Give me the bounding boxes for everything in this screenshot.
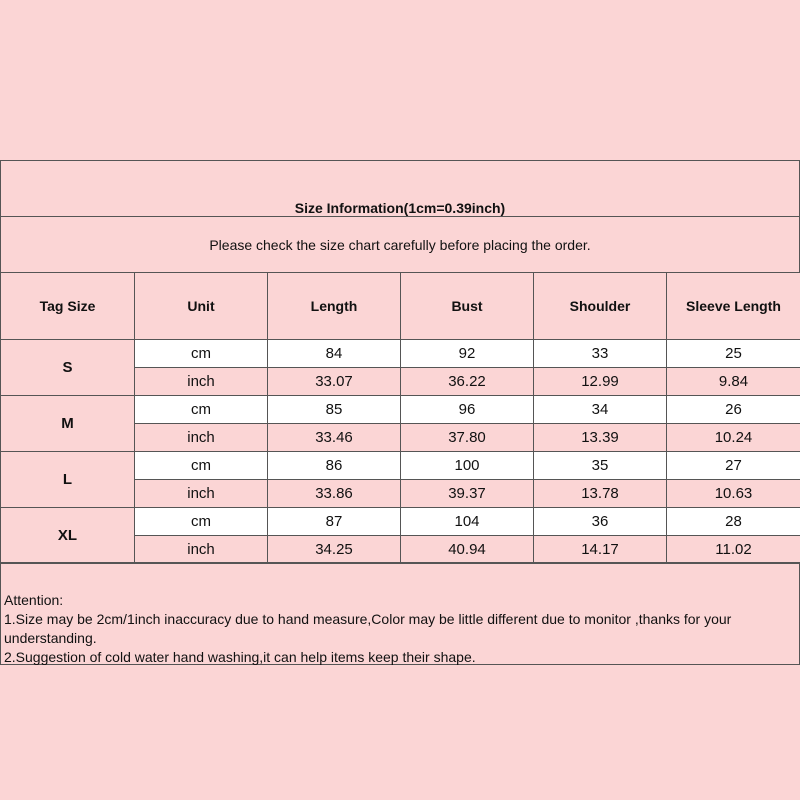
attention-line-2: 2.Suggestion of cold water hand washing,it can help items keep their shape. <box>4 649 476 665</box>
unit-cell: cm <box>135 396 268 424</box>
value-cell: 33 <box>534 340 667 368</box>
value-cell: 39.37 <box>401 480 534 508</box>
value-cell: 100 <box>401 452 534 480</box>
tag-size-cell: L <box>1 452 135 508</box>
value-cell: 33.46 <box>268 424 401 452</box>
value-cell: 86 <box>268 452 401 480</box>
value-cell: 85 <box>268 396 401 424</box>
value-cell: 37.80 <box>401 424 534 452</box>
header-sleeve-length: Sleeve Length <box>667 273 800 340</box>
unit-cell: inch <box>135 368 268 396</box>
size-rows <box>1 340 800 564</box>
value-cell: 96 <box>401 396 534 424</box>
value-cell: 12.99 <box>534 368 667 396</box>
value-cell: 104 <box>401 508 534 536</box>
unit-cell: inch <box>135 480 268 508</box>
value-cell: 11.02 <box>667 536 800 564</box>
table-row <box>1 340 800 368</box>
value-cell: 13.39 <box>534 424 667 452</box>
header-length: Length <box>268 273 401 340</box>
value-cell: 36 <box>534 508 667 536</box>
value-cell: 36.22 <box>401 368 534 396</box>
table-row <box>1 508 800 536</box>
value-cell: 14.17 <box>534 536 667 564</box>
header-row <box>1 273 800 340</box>
unit-cell: inch <box>135 536 268 564</box>
unit-cell: inch <box>135 424 268 452</box>
attention-line-1: 1.Size may be 2cm/1inch inaccuracy due to hand measure,Color may be little different due to monitor ,thanks for your understanding. <box>4 611 732 646</box>
notice-row <box>0 216 800 273</box>
value-cell: 9.84 <box>667 368 800 396</box>
value-cell: 40.94 <box>401 536 534 564</box>
unit-cell: cm <box>135 340 268 368</box>
unit-cell: cm <box>135 452 268 480</box>
value-cell: 10.63 <box>667 480 800 508</box>
tag-size-cell: M <box>1 396 135 452</box>
value-cell: 33.07 <box>268 368 401 396</box>
value-cell: 34 <box>534 396 667 424</box>
value-cell: 26 <box>667 396 800 424</box>
header-unit: Unit <box>135 273 268 340</box>
value-cell: 35 <box>534 452 667 480</box>
value-cell: 34.25 <box>268 536 401 564</box>
header-tag-size: Tag Size <box>1 273 135 340</box>
size-chart <box>0 160 800 665</box>
value-cell: 92 <box>401 340 534 368</box>
chart-title: Size Information(1cm=0.39inch) <box>294 200 506 216</box>
value-cell: 13.78 <box>534 480 667 508</box>
size-table <box>0 272 800 564</box>
title-row <box>0 160 800 217</box>
header-bust: Bust <box>401 273 534 340</box>
tag-size-cell: S <box>1 340 135 396</box>
unit-cell: cm <box>135 508 268 536</box>
notice-text: Please check the size chart carefully before placing the order. <box>209 237 591 253</box>
table-row <box>1 452 800 480</box>
value-cell: 25 <box>667 340 800 368</box>
attention-heading: Attention: <box>4 592 64 608</box>
value-cell: 33.86 <box>268 480 401 508</box>
header-shoulder: Shoulder <box>534 273 667 340</box>
attention-box <box>0 562 800 665</box>
value-cell: 10.24 <box>667 424 800 452</box>
value-cell: 84 <box>268 340 401 368</box>
value-cell: 27 <box>667 452 800 480</box>
value-cell: 87 <box>268 508 401 536</box>
value-cell: 28 <box>667 508 800 536</box>
table-row <box>1 396 800 424</box>
tag-size-cell: XL <box>1 508 135 564</box>
